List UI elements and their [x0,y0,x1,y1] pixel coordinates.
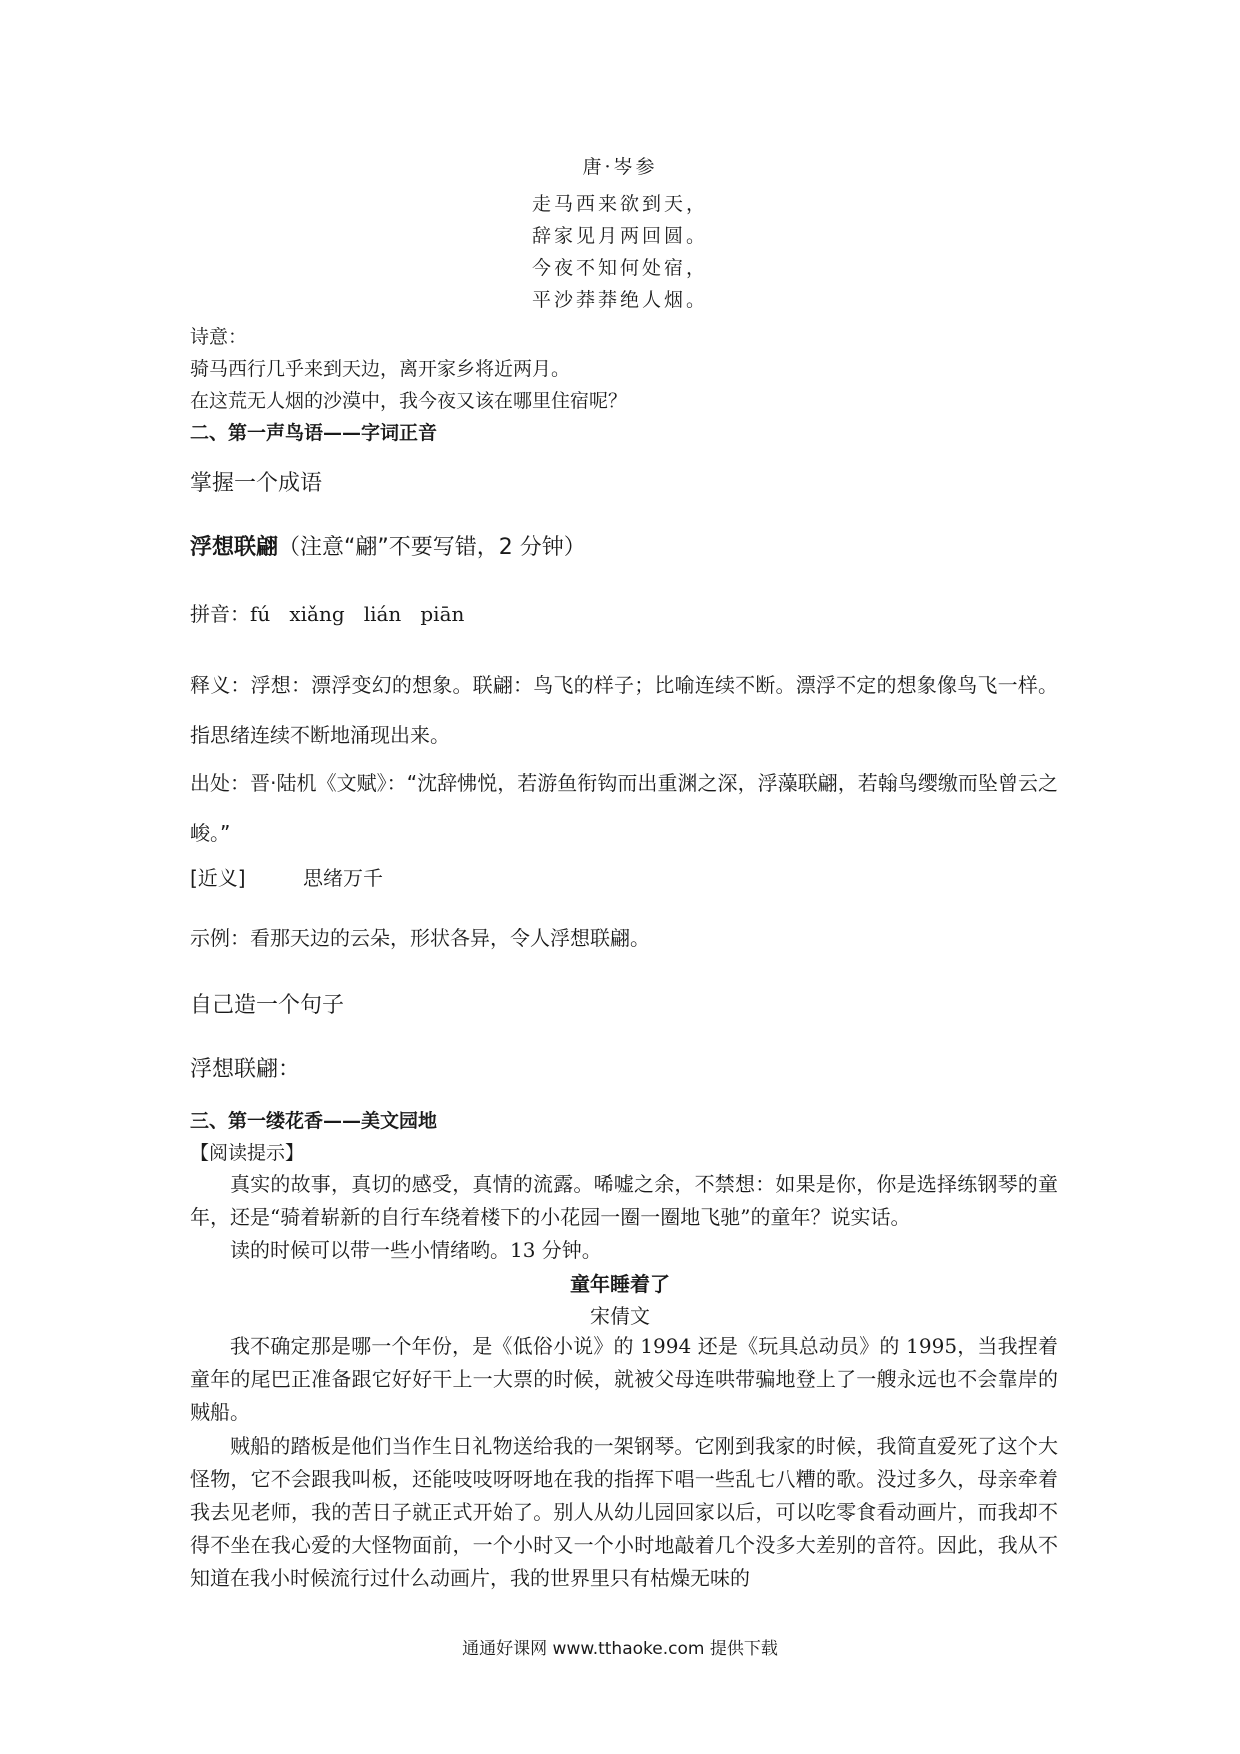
poem-line-3: 今夜不知何处宿， [531,257,708,279]
article-paragraph-2: 贼船的踏板是他们当作生日礼物送给我的一架钢琴。它刚到我家的时候，我简直爱死了这个大怪物，它不会跟我叫板，还能吱吱呀呀地在我的指挥下唱一些乱七八糟的歌。没过多久，母亲牵着我去见老师，我的苦日子就正式开始了。别人从幼儿园回家以后，可以吃零食看动画片，而我却不得不坐在我心爱的大怪物面前，一个小时又一个小时地敲着几个没多大差别的音符。因此，我从不知道在我小时候流行过什么动画片，我的世界里只有枯燥无味的 [190,1434,1058,1590]
source-paragraph [190,758,1058,858]
article-author: 宋倩文 [590,1304,650,1328]
example-label: 示例： [190,926,250,950]
meaning-line-1: 骑马西行几乎来到天边，离开家乡将近两月。 [190,358,571,380]
idiom-note: （注意“翩”不要写错，2 分钟） [278,535,586,560]
pinyin-text: fú xiǎng lián piān [250,602,465,626]
pinyin-label: 拼音： [190,602,250,626]
poem-author: 唐·岑参 [582,156,658,178]
section3-heading: 三、第一缕花香——美文园地 [190,1110,438,1132]
poem-line-2: 辞家见月两回圆。 [531,225,708,247]
reading-tip-text: 真实的故事，真切的感受，真情的流露。唏嘘之余，不禁想：如果是你，你是选择练钢琴的童年，还是“骑着崭新的自行车绕着楼下的小花园一圈一圈地飞驰”的童年？说实话。 [190,1172,1058,1229]
reading-tip-label: 【阅读提示】 [190,1142,305,1164]
article-paragraph-1: 我不确定那是哪一个年份，是《低俗小说》的 1994 还是《玩具总动员》的 1995，当我捏着童年的尾巴正准备跟它好好干上一大票的时候，就被父母连哄带骗地登上了一艘永远也不会靠岸的贼船。 [190,1334,1058,1424]
poem-line-1: 走马西来欲到天， [531,193,708,215]
source-label: 出处： [190,771,251,795]
definition-text: 浮想：漂浮变幻的想象。联翩：鸟飞的样子；比喻连续不断。漂浮不定的想象像鸟飞一样。指思绪连续不断地涌现出来。 [190,673,1059,747]
section2-subheading: 掌握一个成语 [190,471,323,496]
source-text: 晋·陆机《文赋》：“沈辞怫悦，若游鱼衔钩而出重渊之深，浮藻联翩，若翰鸟缨缴而坠曾云之峻。” [190,771,1059,845]
pinyin-line [190,598,464,627]
definition-paragraph [190,660,1058,760]
idiom-term: 浮想联翩 [190,535,279,560]
meaning-line-2: 在这荒无人烟的沙漠中，我今夜又该在哪里住宿呢？ [190,390,628,412]
reading-tip-text-2: 读的时候可以带一些小情绪哟。13 分钟。 [230,1238,602,1262]
make-sentence-heading: 自己造一个句子 [190,993,345,1018]
section2-heading: 二、第一声鸟语——字词正音 [190,422,438,444]
article-title: 童年睡着了 [570,1272,670,1296]
idiom-line [190,530,586,561]
example-line [190,922,650,951]
example-text: 看那天边的云朵，形状各异，令人浮想联翩。 [250,926,650,950]
page-footer: 通通好课网 www.tthaoke.com 提供下载 [462,1639,778,1659]
poem-line-4: 平沙莽莽绝人烟。 [531,289,708,311]
synonym-text: 思绪万千 [303,866,383,890]
definition-label: 释义： [190,673,251,697]
synonym-label: [近义] [190,866,246,890]
make-sentence-label: 浮想联翩： [190,1057,301,1082]
meaning-label: 诗意： [190,326,248,348]
